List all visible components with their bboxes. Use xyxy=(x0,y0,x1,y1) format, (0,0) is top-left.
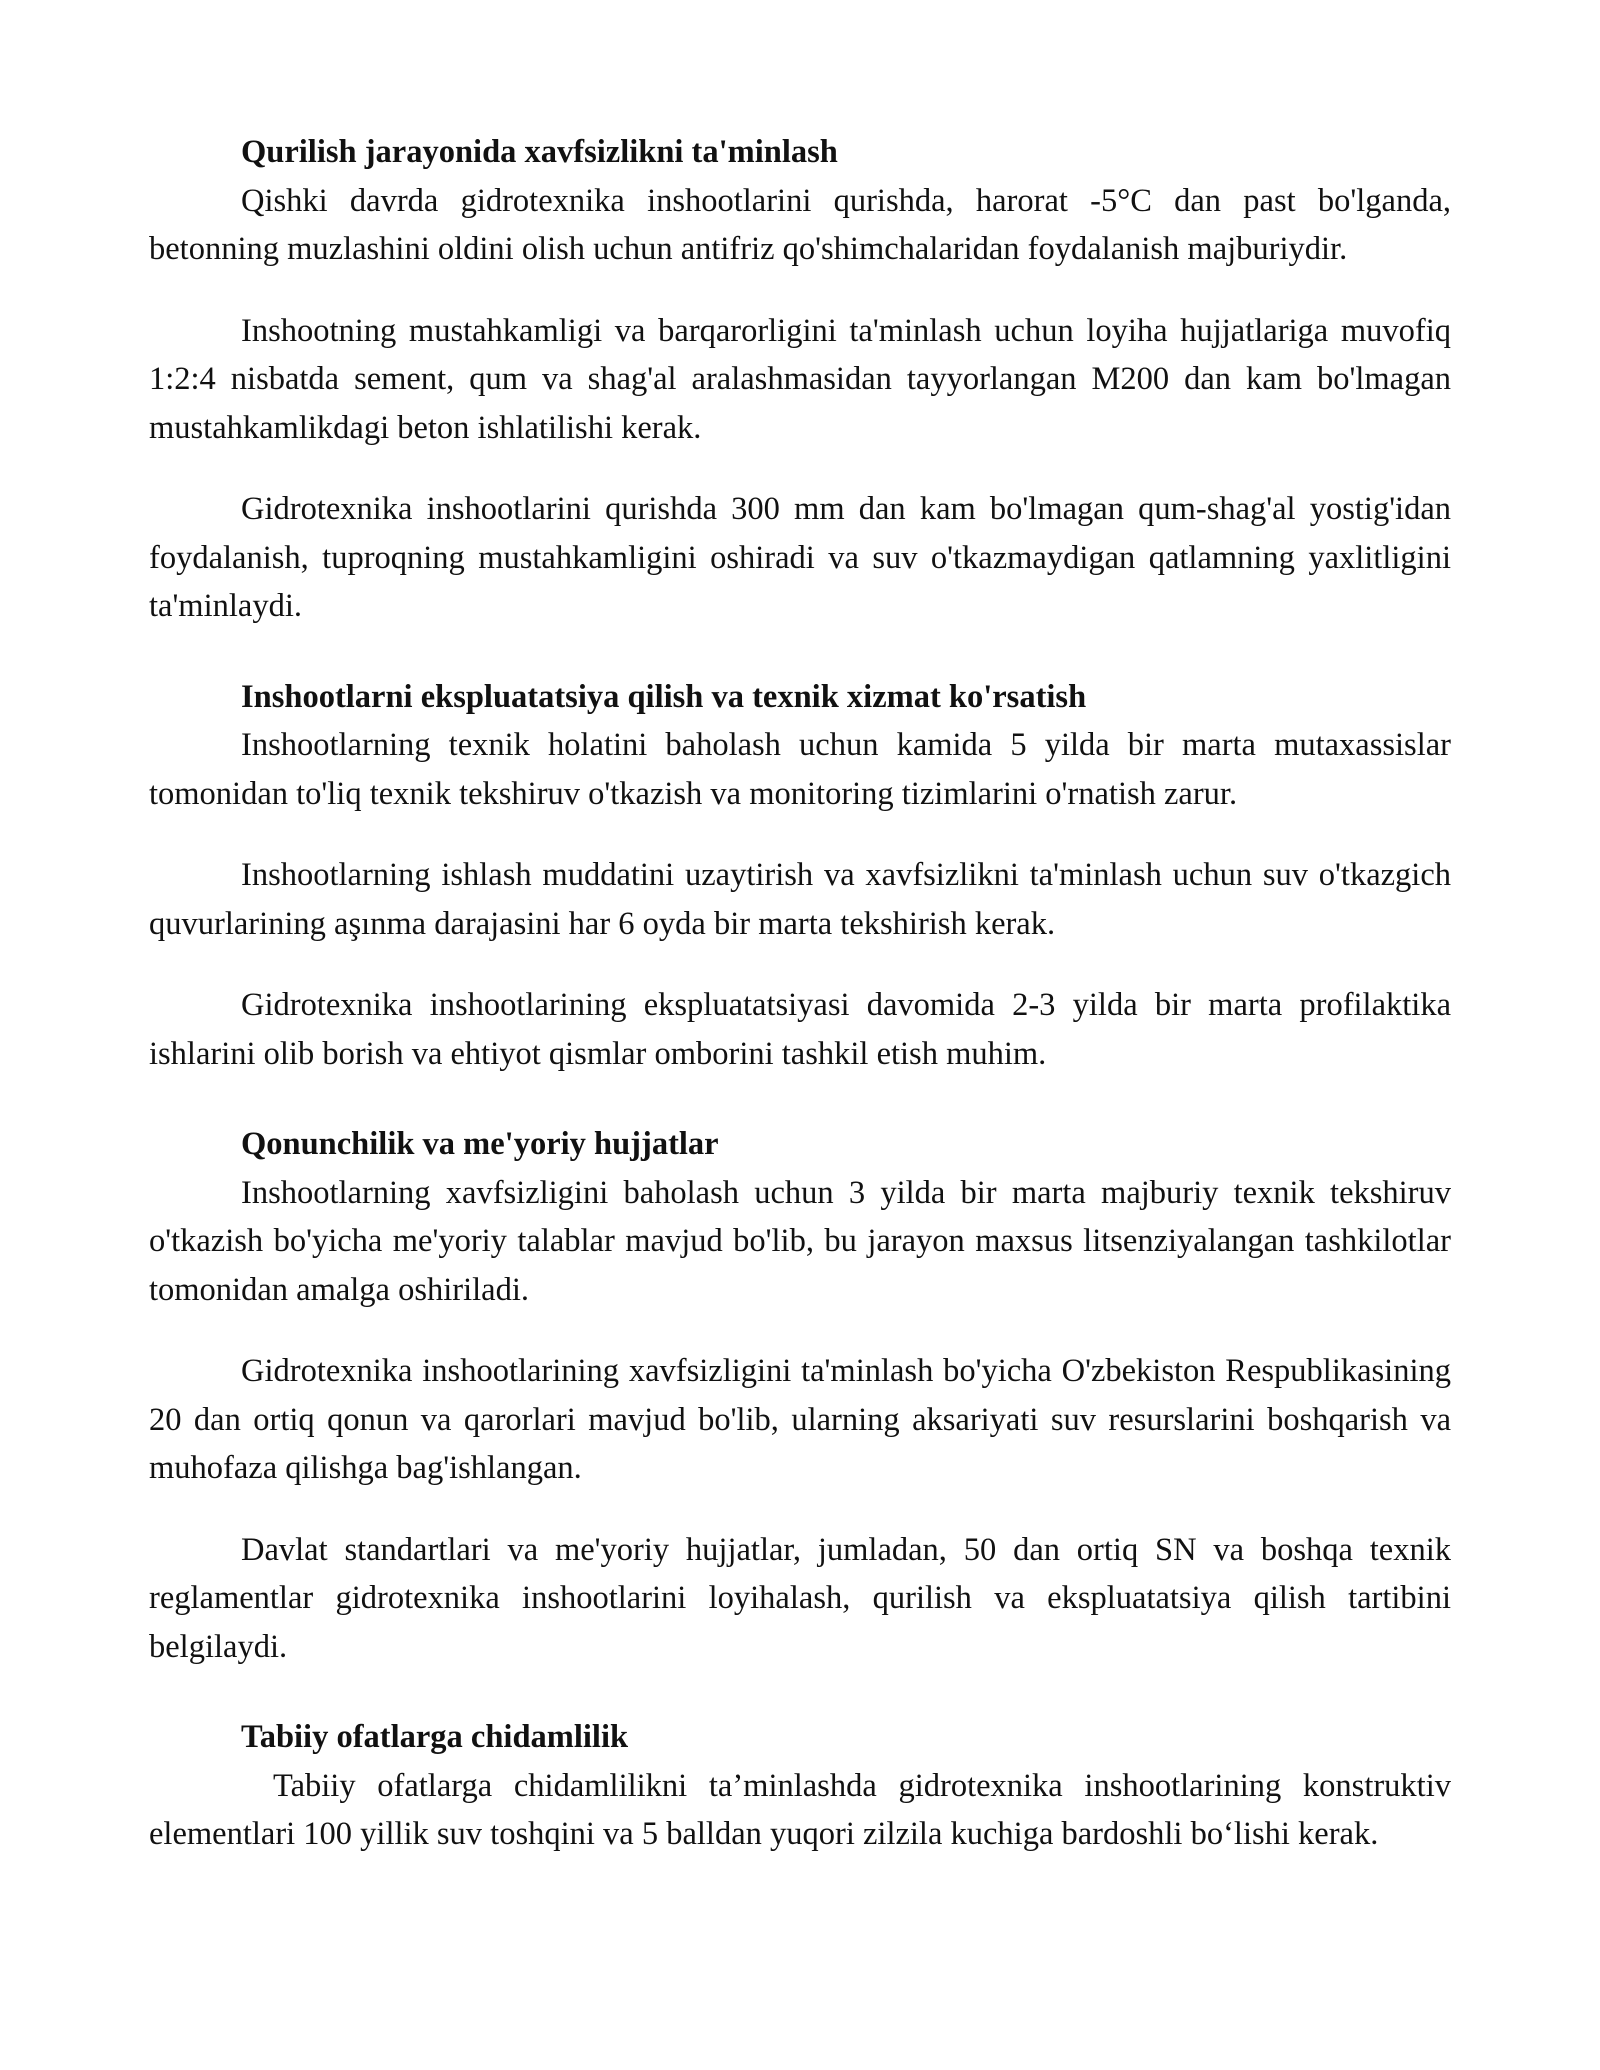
section-heading: Tabiiy ofatlarga chidamlilik xyxy=(241,1719,629,1755)
paragraph: Inshootlarning ishlash muddatini uzaytirish va xavfsizlikni ta'minlash uchun suv o'tkazgich quvurlarining aşınma darajasini har 6 oyda bir marta tekshirish kerak. xyxy=(149,857,1451,942)
document-page xyxy=(149,128,1451,1859)
section-construction-safety xyxy=(149,128,1451,631)
paragraph: Gidrotexnika inshootlarining xavfsizligini ta'minlash bo'yicha O'zbekiston Respublikasining 20 dan ortiq qonun va qarorlari mavjud bo'lib, ularning aksariyati suv resurslarini boshqarish va muhofaza qilishga bag'ishlangan. xyxy=(149,1353,1451,1486)
paragraph: Gidrotexnika inshootlarining ekspluatatsiyasi davomida 2-3 yilda bir marta profilaktika ishlarini olib borish va ehtiyot qismlar omborini tashkil etish muhim. xyxy=(149,987,1451,1072)
section-legislation xyxy=(149,1120,1451,1671)
paragraph: Qishki davrda gidrotexnika inshootlarini qurishda, harorat -5°C dan past bo'lganda, betonning muzlashini oldini olish uchun antifriz qo'shimchalaridan foydalanish majburiydir. xyxy=(149,182,1451,267)
section-disaster-resilience xyxy=(149,1713,1451,1859)
paragraph: Inshootlarning texnik holatini baholash uchun kamida 5 yilda bir marta mutaxassislar tomonidan to'liq texnik tekshiruv o'tkazish va monitoring tizimlarini o'rnatish zarur. xyxy=(149,727,1451,812)
section-heading: Qonunchilik va me'yoriy hujjatlar xyxy=(241,1126,719,1162)
paragraph: Gidrotexnika inshootlarini qurishda 300 mm dan kam bo'lmagan qum-shag'al yostig'idan foydalanish, tuproqning mustahkamligini oshiradi va suv o'tkazmaydigan qatlamning yaxlitligini ta'minlaydi. xyxy=(149,491,1451,624)
paragraph: Tabiiy ofatlarga chidamlilikni ta’minlashda gidrotexnika inshootlarining konstruktiv elementlari 100 yillik suv toshqini va 5 balldan yuqori zilzila kuchiga bardoshli bo‘lishi kerak. xyxy=(149,1767,1451,1852)
paragraph: Inshootning mustahkamligi va barqarorligini ta'minlash uchun loyiha hujjatlariga muvofiq 1:2:4 nisbatda sement, qum va shag'al aralashmasidan tayyorlangan M200 dan kam bo'lmagan mustahkamlikdagi beton ishlatilishi kerak. xyxy=(149,312,1451,446)
section-heading: Qurilish jarayonida xavfsizlikni ta'minlash xyxy=(241,134,838,170)
paragraph: Davlat standartlari va me'yoriy hujjatlar, jumladan, 50 dan ortiq SN va boshqa texnik reglamentlar gidrotexnika inshootlarini loyihalash, qurilish va ekspluatatsiya qilish tartibini belgilaydi. xyxy=(149,1531,1451,1665)
section-operation-maintenance xyxy=(149,673,1451,1079)
section-heading: Inshootlarni ekspluatatsiya qilish va texnik xizmat ko'rsatish xyxy=(241,678,1087,715)
paragraph: Inshootlarning xavfsizligini baholash uchun 3 yilda bir marta majburiy texnik tekshiruv o'tkazish bo'yicha me'yoriy talablar mavjud bo'lib, bu jarayon maxsus litsenziyalangan tashkilotlar tomonidan amalga oshiriladi. xyxy=(149,1174,1451,1308)
